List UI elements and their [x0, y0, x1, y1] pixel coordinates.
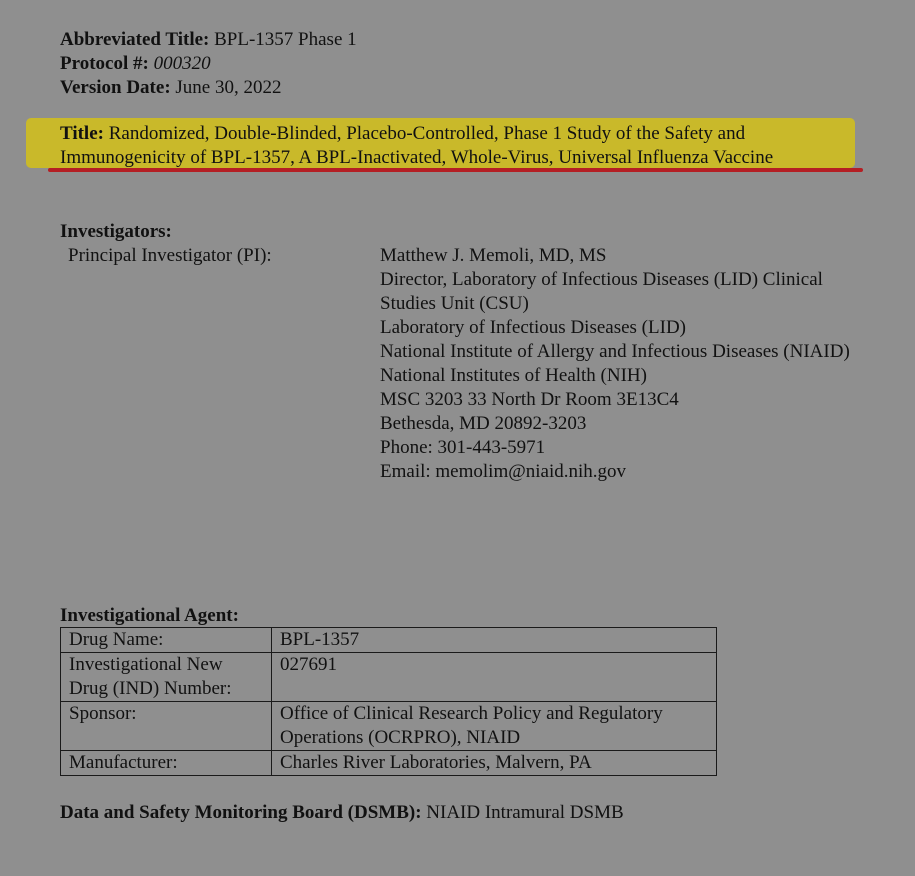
table-key-cell	[61, 702, 272, 751]
table-key-cell	[61, 653, 272, 702]
investigational-agent-heading: Investigational Agent:	[60, 605, 239, 626]
table-row	[61, 702, 717, 751]
version-date-line	[60, 76, 281, 100]
table-row	[61, 751, 717, 776]
pi-name: Matthew J. Memoli, MD, MS	[380, 245, 607, 266]
pi-lab: Laboratory of Infectious Diseases (LID)	[380, 317, 686, 338]
drug-name-value: BPL-1357	[280, 629, 360, 650]
sponsor-label: Sponsor:	[69, 703, 137, 724]
pi-institute: National Institute of Allergy and Infectious Diseases (NIAID)	[380, 341, 850, 362]
title-text-line-2: Immunogenicity of BPL-1357, A BPL-Inactivated, Whole-Virus, Universal Influenza Vaccine	[60, 147, 774, 168]
table-key-cell	[61, 628, 272, 653]
table-row	[61, 653, 717, 702]
abbreviated-title-line	[60, 28, 357, 52]
pi-phone: Phone: 301-443-5971	[380, 437, 546, 458]
title-label: Title:	[60, 123, 104, 144]
principal-investigator-label: Principal Investigator (PI):	[68, 245, 272, 266]
investigators-heading: Investigators:	[60, 221, 172, 242]
protocol-number-value: 000320	[153, 53, 211, 74]
pi-title-line-2: Studies Unit (CSU)	[380, 293, 529, 314]
pi-nih: National Institutes of Health (NIH)	[380, 365, 647, 386]
version-date-label: Version Date:	[60, 77, 171, 98]
pi-title-line-1: Director, Laboratory of Infectious Diseases (LID) Clinical	[380, 269, 823, 290]
ind-number-label-line-1: Investigational New	[69, 654, 223, 675]
title-underline	[48, 168, 863, 172]
pi-email: Email: memolim@niaid.nih.gov	[380, 461, 626, 482]
sponsor-value-line-1: Office of Clinical Research Policy and Regulatory	[280, 703, 663, 724]
ind-number-value: 027691	[280, 654, 337, 675]
title-line-1	[60, 122, 745, 146]
manufacturer-value: Charles River Laboratories, Malvern, PA	[280, 752, 592, 773]
table-value-cell	[272, 653, 717, 702]
version-date-value: June 30, 2022	[175, 77, 282, 98]
protocol-number-label: Protocol #:	[60, 53, 149, 74]
table-key-cell	[61, 751, 272, 776]
table-row	[61, 628, 717, 653]
pi-address-line-1: MSC 3203 33 North Dr Room 3E13C4	[380, 389, 679, 410]
abbreviated-title-value: BPL-1357 Phase 1	[214, 29, 357, 50]
abbreviated-title-label: Abbreviated Title:	[60, 29, 210, 50]
protocol-number-line	[60, 52, 211, 76]
table-value-cell	[272, 628, 717, 653]
dsmb-line	[60, 801, 624, 825]
dsmb-label: Data and Safety Monitoring Board (DSMB):	[60, 802, 422, 823]
manufacturer-label: Manufacturer:	[69, 752, 178, 773]
ind-number-label-line-2: Drug (IND) Number:	[69, 678, 232, 699]
investigational-agent-table	[60, 627, 717, 776]
dsmb-value: NIAID Intramural DSMB	[426, 802, 624, 823]
sponsor-value-line-2: Operations (OCRPRO), NIAID	[280, 727, 521, 748]
drug-name-label: Drug Name:	[69, 629, 164, 650]
pi-address-line-2: Bethesda, MD 20892-3203	[380, 413, 587, 434]
table-value-cell	[272, 702, 717, 751]
title-text-line-1: Randomized, Double-Blinded, Placebo-Controlled, Phase 1 Study of the Safety and	[108, 123, 746, 144]
table-value-cell	[272, 751, 717, 776]
